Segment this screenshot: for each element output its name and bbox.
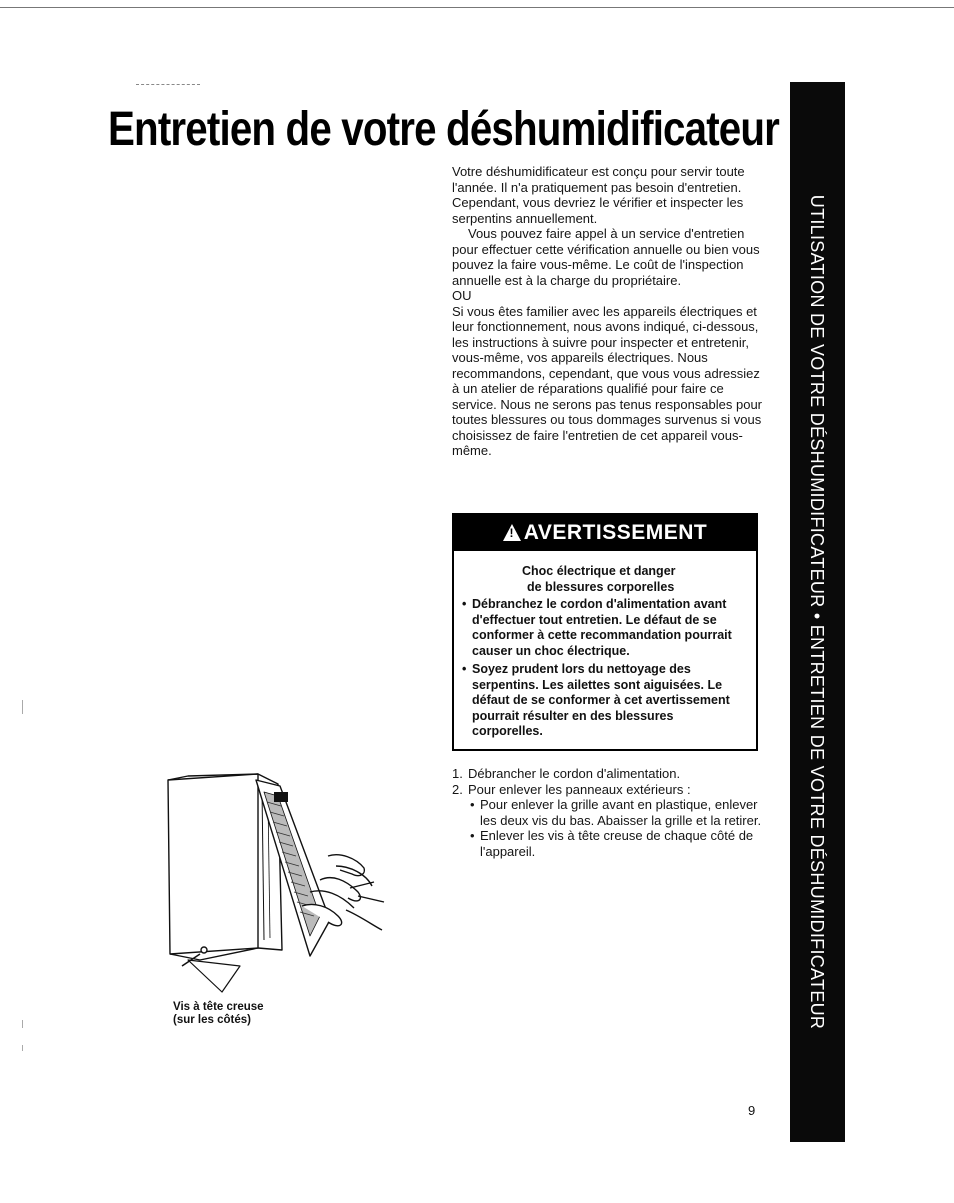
step-sub-item: • Enlever les vis à tête creuse de chaque côté de l'appareil.	[470, 828, 764, 859]
step-sub-item: • Pour enlever la grille avant en plastique, enlever les deux vis du bas. Abaisser la grille et la retirer.	[470, 797, 764, 828]
step-sub-list	[452, 797, 764, 859]
dehumidifier-illustration	[160, 770, 392, 1002]
warning-body	[454, 551, 756, 740]
warning-subtitle	[522, 564, 746, 595]
warning-heading: AVERTISSEMENT	[523, 521, 708, 544]
step-number: 2.	[452, 781, 463, 797]
caption-line: Vis à tête creuse	[173, 1001, 264, 1013]
step-text: Débrancher le cordon d'alimentation.	[468, 766, 681, 781]
scan-mark	[136, 84, 200, 85]
step-number: 1.	[452, 766, 463, 781]
intro-paragraph: Votre déshumidificateur est conçu pour servir toute l'année. Il n'a pratiquement pas besoin d'entretien. Cependant, vous devriez le vérifier et inspecter les serpentins annuellement.	[452, 164, 745, 226]
intro-paragraph: Vous pouvez faire appel à un service d'entretien pour effectuer cette vérification annuelle ou bien vous pouvez la faire vous-même. Le coût de l'inspection annuelle est à la charge du propriétaire.	[452, 226, 760, 288]
scan-mark	[22, 1045, 23, 1051]
warning-header	[454, 515, 756, 551]
step-item	[452, 782, 764, 798]
warning-subtitle-line: Choc électrique et danger	[522, 564, 676, 578]
intro-text	[452, 164, 764, 459]
instruction-steps	[452, 766, 764, 859]
step-item	[452, 766, 764, 782]
caption-line: (sur les côtés)	[173, 1014, 251, 1026]
side-tab-label: UTILISATION DE VOTRE DÉSHUMIDIFICATEUR • ENTRETIEN DE VOTRE DÉSHUMIDIFICATEUR	[807, 194, 827, 1030]
top-rule	[0, 7, 954, 8]
intro-paragraph: Si vous êtes familier avec les appareils électriques et leur fonctionnement, nous avons indiqué, ci-dessous, les instructions à suivre pour inspecter et entretenir, vous-même, vos appareils électriques. Nous recommandons, cependant, que vous vous adressiez à un atelier de réparations qualifié pour faire ce service. Nous ne serons pas tenus responsables pour toutes blessures ou tous dommages survenus si vous choisissez de faire l'entretien de cet appareil vous-même.	[452, 303, 763, 458]
warning-item: • Débranchez le cordon d'alimentation avant d'effectuer tout entretien. Le défaut de se conformer à cette recommandation pourrait causer un choc électrique.	[462, 597, 746, 659]
step-text: Pour enlever les panneaux extérieurs :	[468, 781, 691, 797]
section-side-tab	[790, 82, 845, 1142]
warning-triangle-icon: !	[503, 524, 521, 541]
intro-or: OU	[452, 288, 472, 303]
figure-caption	[173, 1001, 264, 1027]
warning-subtitle-line: de blessures corporelles	[527, 579, 675, 594]
warning-list	[462, 597, 746, 740]
warning-item: • Soyez prudent lors du nettoyage des serpentins. Les ailettes sont aiguisées. Le défaut de se conformer à cet avertissement pourrait résulter en des blessures corporelles.	[462, 662, 746, 740]
scan-mark	[22, 700, 23, 714]
warning-box	[452, 513, 758, 751]
scan-mark	[22, 1020, 23, 1028]
page-title: Entretien de votre déshumidificateur	[108, 103, 780, 156]
page-number: 9	[748, 1103, 756, 1118]
